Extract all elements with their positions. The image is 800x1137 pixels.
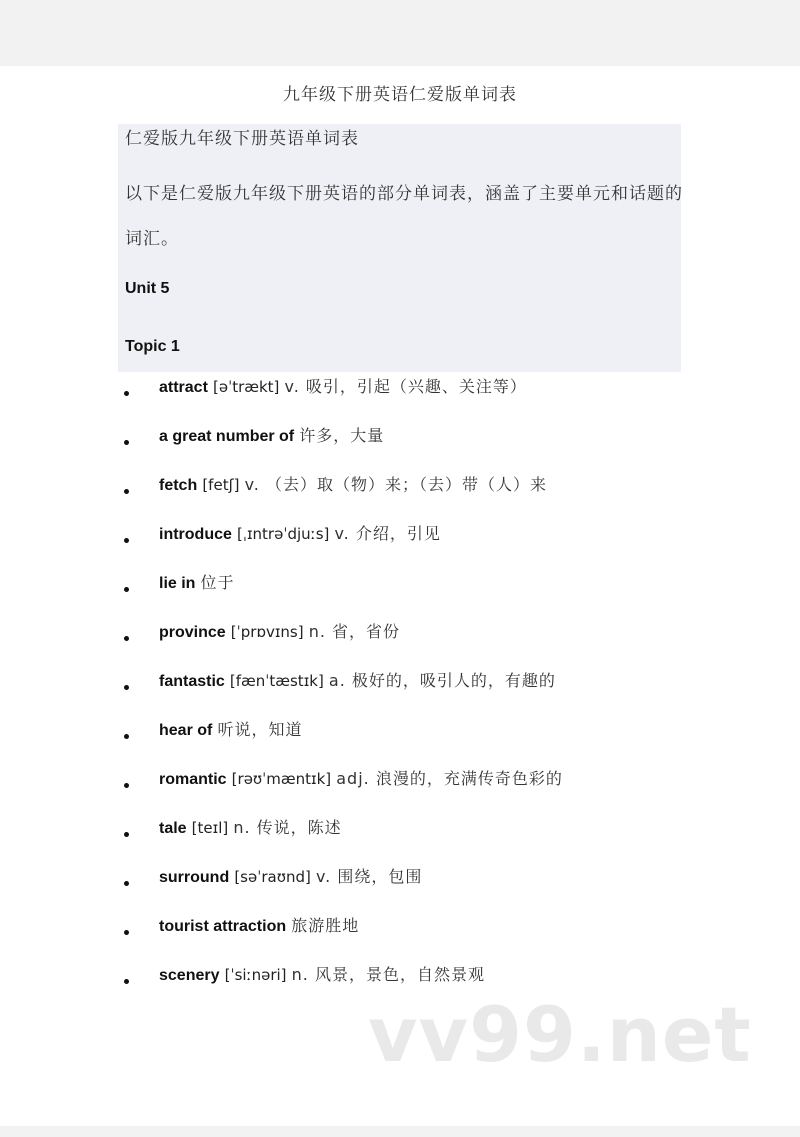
vocab-entry: [159, 914, 359, 939]
vocab-meaning: 许多，大量: [299, 426, 385, 445]
vocab-item: [0, 571, 800, 620]
bullet-icon: [124, 489, 129, 494]
vocab-item: [0, 620, 800, 669]
vocab-word: attract: [159, 379, 208, 396]
vocab-item: [0, 424, 800, 473]
vocab-item: [0, 914, 800, 963]
vocab-item: [0, 865, 800, 914]
vocab-meaning: adj. 浪漫的，充满传奇色彩的: [336, 769, 563, 788]
vocab-phonetic: [fetʃ]: [202, 476, 240, 494]
vocab-word: fantastic: [159, 673, 225, 690]
vocab-item: [0, 669, 800, 718]
vocab-entry: [159, 669, 556, 694]
vocab-word: tale: [159, 820, 187, 837]
bullet-icon: [124, 783, 129, 788]
vocab-phonetic: [ˈprɒvɪns]: [230, 623, 304, 641]
vocab-meaning: 位于: [200, 573, 235, 592]
vocab-phonetic: [ˈsiːnəri]: [224, 966, 287, 984]
vocab-entry: [159, 571, 235, 596]
vocab-word: tourist attraction: [159, 918, 287, 935]
page-title: 九年级下册英语仁爱版单词表: [283, 85, 517, 105]
vocab-word: surround: [159, 869, 230, 886]
unit-heading: Unit 5: [125, 280, 170, 297]
bullet-icon: [124, 587, 129, 592]
bullet-icon: [124, 685, 129, 690]
vocab-item: [0, 522, 800, 571]
vocab-entry: [159, 473, 547, 498]
vocab-entry: [159, 816, 342, 841]
vocab-item: [0, 375, 800, 424]
intro-paragraph: 以下是仁爱版九年级下册英语的部分单词表，涵盖了主要单元和话题的词汇。: [125, 184, 683, 249]
bullet-icon: [124, 440, 129, 445]
vocab-meaning: n. 风景，景色，自然景观: [291, 965, 485, 984]
vocab-meaning: 旅游胜地: [291, 916, 360, 935]
vocab-entry: [159, 620, 400, 645]
vocab-phonetic: [rəʊˈmæntɪk]: [231, 770, 332, 788]
vocab-word: scenery: [159, 967, 220, 984]
vocab-word: hear of: [159, 722, 213, 739]
vocab-entry: [159, 865, 422, 890]
vocab-item: [0, 816, 800, 865]
vocab-entry: [159, 718, 302, 743]
vocab-item: [0, 473, 800, 522]
document-subtitle: 仁爱版九年级下册英语单词表: [125, 129, 359, 149]
bullet-icon: [124, 391, 129, 396]
vocab-meaning: v. 介绍，引见: [334, 524, 441, 543]
vocab-entry: [159, 424, 384, 449]
vocab-list: [0, 375, 800, 1012]
bullet-icon: [124, 636, 129, 641]
vocab-meaning: v. （去）取（物）来；（去）带（人）来: [244, 475, 547, 494]
vocab-word: fetch: [159, 477, 198, 494]
vocab-meaning: v. 围绕，包围: [315, 867, 423, 886]
vocab-phonetic: [səˈraʊnd]: [234, 868, 311, 886]
topic-heading: Topic 1: [125, 338, 180, 355]
vocab-entry: [159, 767, 563, 792]
vocab-entry: [159, 522, 441, 547]
bullet-icon: [124, 930, 129, 935]
bullet-icon: [124, 881, 129, 886]
vocab-phonetic: [ˌɪntrəˈdjuːs]: [236, 525, 330, 543]
vocab-phonetic: [teɪl]: [191, 819, 229, 837]
watermark: vv99.net: [368, 990, 752, 1079]
vocab-entry: [159, 963, 485, 988]
vocab-meaning: n. 传说，陈述: [233, 818, 342, 837]
bullet-icon: [124, 832, 129, 837]
vocab-phonetic: [fænˈtæstɪk]: [229, 672, 324, 690]
vocab-meaning: 听说，知道: [217, 720, 303, 739]
bullet-icon: [124, 538, 129, 543]
vocab-word: a great number of: [159, 428, 295, 445]
bullet-icon: [124, 734, 129, 739]
vocab-word: province: [159, 624, 226, 641]
vocab-word: introduce: [159, 526, 232, 543]
vocab-item: [0, 767, 800, 816]
vocab-meaning: a. 极好的，吸引人的，有趣的: [328, 671, 556, 690]
vocab-word: lie in: [159, 575, 196, 592]
bullet-icon: [124, 979, 129, 984]
vocab-meaning: n. 省，省份: [308, 622, 401, 641]
vocab-word: romantic: [159, 771, 227, 788]
vocab-item: [0, 718, 800, 767]
vocab-phonetic: [əˈtrækt]: [213, 378, 280, 396]
vocab-entry: [159, 375, 527, 400]
vocab-meaning: v. 吸引，引起（兴趣、关注等）: [284, 377, 527, 396]
